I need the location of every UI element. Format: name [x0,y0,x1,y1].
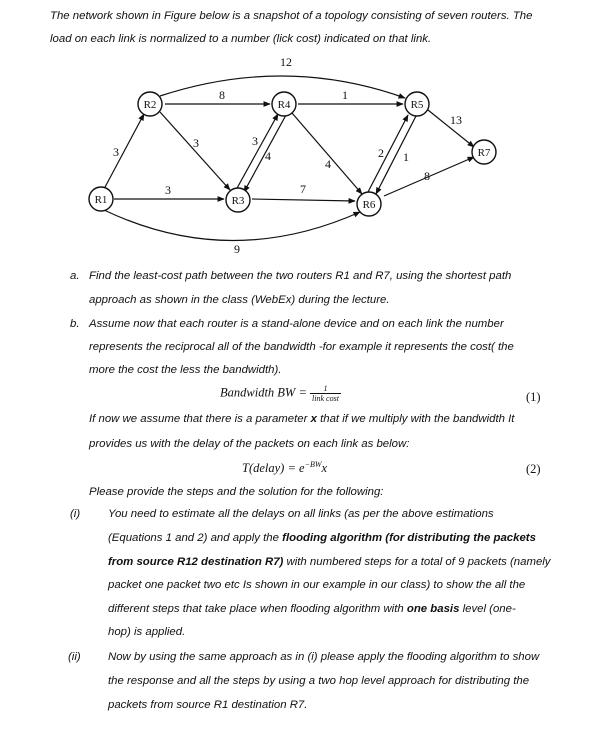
edge-label-r5-r7: 13 [450,113,462,127]
part-ii-label: (ii) [68,651,81,663]
topology-figure [0,0,610,270]
edge-label-r3-r4-a: 3 [252,134,258,148]
part-ii-line-2: the response and all the steps by using a two hop level approach for distributing the [108,675,530,687]
edge-r3-r4-a [236,114,278,190]
question-a-line-1: Find the least-cost path between the two routers R1 and R7, using the shortest path [89,270,512,282]
part-i-line-1: You need to estimate all the delays on all links (as per the above estimations [108,508,494,520]
svg-text:R3: R3 [231,195,245,207]
equation-1 [220,384,341,403]
equation-2-number: (2) [526,462,541,476]
part-i-line-4: packet one packet two etc Is shown in our example in our class) to show the all the [108,579,526,591]
question-a-line-2: approach as shown in the class (WebEx) during the lecture. [89,294,390,306]
edge-label-r3-r4-b: 4 [265,149,271,163]
equation-1-numerator: 1 [310,384,341,394]
equation-2-x: x [321,461,328,476]
equation-1-lhs: Bandwidth BW = [220,385,307,400]
svg-text:R5: R5 [410,99,424,111]
node-r1 [89,187,113,211]
question-b-label: b. [70,318,80,330]
node-r6 [357,192,381,216]
question-b-line-1: Assume now that each router is a stand-alone device and on each link the number [89,318,504,330]
equation-2-lhs: T(delay) = e [242,461,305,476]
part-i-line-5: different steps that take place when flooding algorithm with one basis level (one- [108,603,516,615]
intro-line-2: load on each link is normalized to a number (lick cost) indicated on that link. [50,33,432,45]
edge-label-r2-r3: 3 [193,136,199,150]
edge-label-r4-r6: 4 [325,157,331,171]
edge-label-r1-r2: 3 [113,145,119,159]
intro-line-1: The network shown in Figure below is a snapshot of a topology consisting of seven routers. The [50,10,533,22]
svg-text:R6: R6 [362,199,376,211]
equation-2 [242,460,327,476]
svg-text:R4: R4 [277,99,291,111]
question-b-line-2: represents the reciprocal all of the bandwidth -for example it represents the cost( the [89,341,514,353]
equation-2-exponent: −BW [304,460,322,469]
edge-r5-r6-a [368,115,408,192]
edge-label-r4-r5: 1 [342,88,348,102]
edge-label-r5-r6-b: 1 [403,150,409,164]
equation-1-denominator: link cost [312,394,339,403]
edge-label-r2-r4: 8 [219,88,225,102]
node-r4 [272,92,296,116]
equation-1-fraction [310,384,341,403]
edge-label-r6-r7: 8 [424,169,430,183]
edge-label-r1-r3: 3 [165,183,171,197]
svg-text:R2: R2 [143,99,157,111]
part-i-line-3: from source R12 destination R7) with numbered steps for a total of 9 packets (namely [108,556,551,568]
part-ii-line-1: Now by using the same approach as in (i) please apply the flooding algorithm to show [108,651,540,663]
part-ii-line-3: packets from source R1 destination R7. [108,699,308,711]
part-i-line-6: hop) is applied. [108,626,186,638]
node-r7 [472,140,496,164]
edge-label-r5-r6-a: 2 [378,146,384,160]
edge-label-r3-r6: 7 [300,182,306,196]
equation-1-number: (1) [526,390,541,404]
question-b-line-4: If now we assume that there is a parameter x that if we multiply with the bandwidth It [89,413,515,425]
question-b-line-3: more the cost the less the bandwidth). [89,364,282,376]
part-i-label: (i) [70,508,81,520]
edge-label-r1-r6: 9 [234,242,240,256]
node-r2 [138,92,162,116]
svg-text:R7: R7 [477,147,491,159]
part-i-line-2: (Equations 1 and 2) and apply the flooding algorithm (for distributing the packets [108,532,536,544]
svg-text:R1: R1 [94,194,108,206]
edge-r3-r6 [252,199,355,201]
node-r5 [405,92,429,116]
question-a-label: a. [70,270,80,282]
node-r3 [226,188,250,212]
edge-r1-r2 [104,114,144,189]
edge-r2-r3 [160,112,230,190]
question-b-line-6: Please provide the steps and the solution for the following: [89,486,384,498]
edge-r1-r6 [104,210,360,241]
edge-label-r2-r5: 12 [280,55,292,69]
question-b-line-5: provides us with the delay of the packets on each link as below: [89,438,410,450]
